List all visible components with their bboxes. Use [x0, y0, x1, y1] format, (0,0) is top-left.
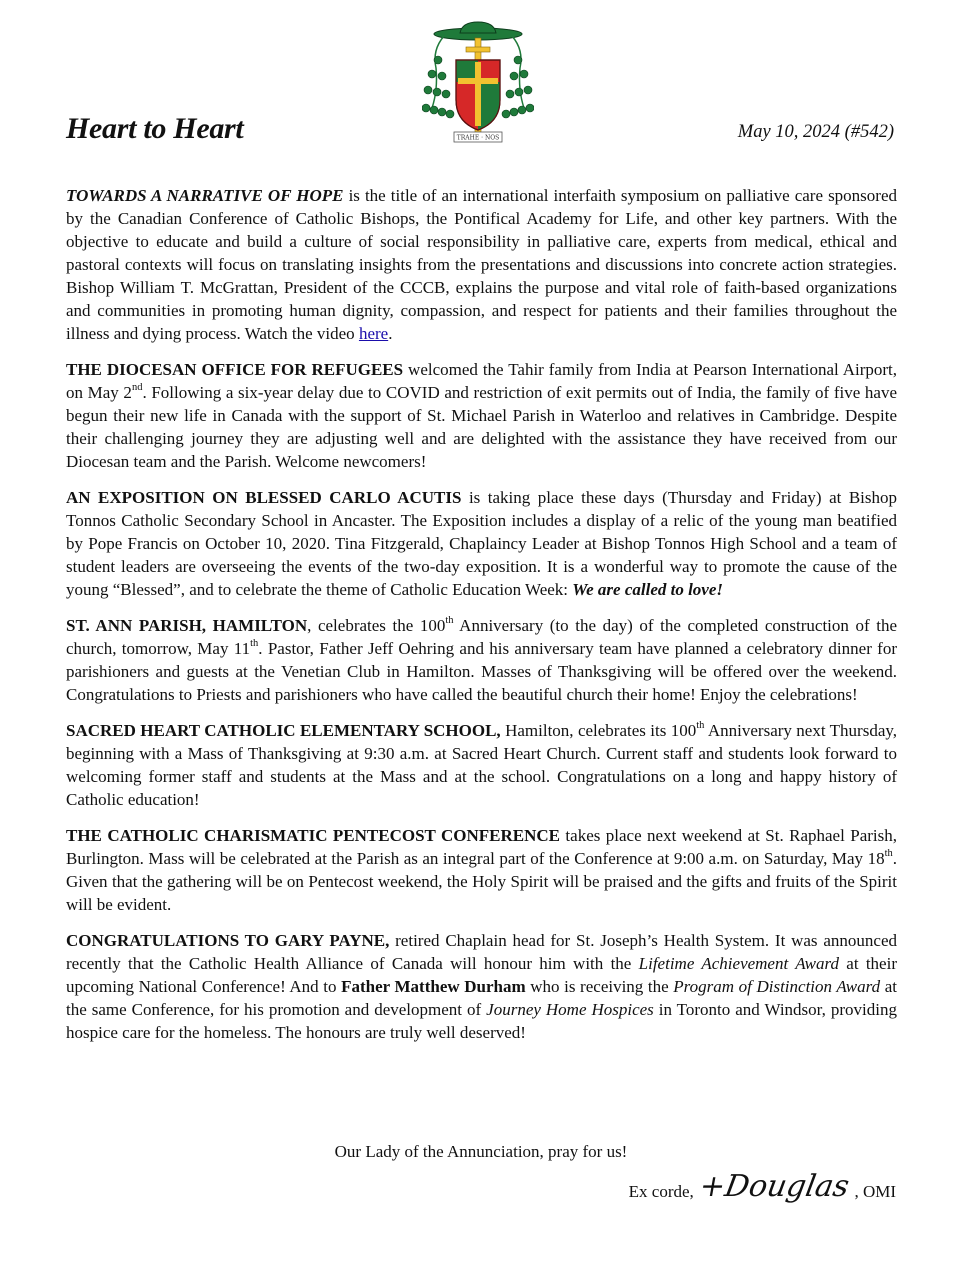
- paragraph-narrative-of-hope: TOWARDS A NARRATIVE OF HOPE is the title of an international interfaith symposium on palliative care sponsored by the Canadian Conference of Catholic Bishops, the Pontifical Academy for Life, and other key partners. With the objective to educate and build a culture of social responsibility in palliative care, experts from medical, ethical and pastoral contexts will focus on translating insights from the presentations and discussions into concrete action strategies. Bishop William T. McGrattan, President of the CCCB, explains the purpose and vital role of faith-based organizations and communities in promoting human dignity, compassion, and respect for patients and their families throughout the illness and dying process. Watch the video here.: [66, 186, 898, 343]
- paragraph-lead: AN EXPOSITION ON BLESSED CARLO ACUTIS: [66, 488, 462, 507]
- paragraph-lead: ST. ANN PARISH, HAMILTON: [66, 616, 308, 635]
- paragraph-lead: THE CATHOLIC CHARISMATIC PENTECOST CONFERENCE: [66, 826, 560, 845]
- episcopal-coat-of-arms: [422, 20, 534, 148]
- paragraph-carlo-acutis: AN EXPOSITION ON BLESSED CARLO ACUTIS is taking place these days (Thursday and Friday) at Bishop Tonnos Catholic Secondary School in Ancaster. The Exposition includes a display of a relic of the young man beatified by Pope Francis on October 10, 2020. Tina Fitzgerald, Chaplaincy Leader at Bishop Tonnos High School and a team of student leaders are overseeing the events of the two-day exposition. It is a wonderful way to promote the cause of the young “Blessed”, and to celebrate the theme of Catholic Education Week: We are called to love!: [66, 488, 897, 599]
- newsletter-title: Heart to Heart: [66, 112, 244, 145]
- paragraph-lead: THE DIOCESAN OFFICE FOR REFUGEES: [66, 360, 404, 379]
- crest-motto: TRAHE · NOS: [456, 134, 500, 142]
- closing-prayer: Our Lady of the Annunciation, pray for us!: [334, 1142, 628, 1161]
- signoff: [628, 1169, 896, 1204]
- paragraph-lead: SACRED HEART CATHOLIC ELEMENTARY SCHOOL,: [66, 721, 501, 740]
- paragraph-pentecost: THE CATHOLIC CHARISMATIC PENTECOST CONFERENCE takes place next weekend at St. Raphael Parish, Burlington. Mass will be celebrated at the Parish as an integral part of the Conference at 9:00 a.m. on Saturday, May 18th. Given that the gathering will be on Pentecost weekend, the Holy Spirit will be praised and the gifts and fruits of the Spirit will be evident.: [66, 826, 897, 914]
- video-link[interactable]: here: [358, 324, 389, 343]
- paragraph-lead: CONGRATULATIONS TO GARY PAYNE,: [66, 931, 390, 950]
- paragraph-sacred-heart: SACRED HEART CATHOLIC ELEMENTARY SCHOOL, Hamilton, celebrates its 100th Anniversary next Thursday, beginning with a Mass of Thanksgiving at 9:30 a.m. at Sacred Heart Church. Current staff and students look forward to welcoming former staff and students at the Mass and at the school. Congratulations on a long and happy history of Catholic education!: [66, 720, 898, 809]
- paragraph-gary-payne: CONGRATULATIONS TO GARY PAYNE, retired Chaplain head for St. Joseph’s Health System. It was announced recently that the Catholic Health Alliance of Canada will honour him with the Lifetime Achievement Award at their upcoming National Conference! And to Father Matthew Durham who is receiving the Program of Distinction Award at the same Conference, for his promotion and development of Journey Home Hospices in Toronto and Windsor, providing hospice care for the homeless. The honours are truly well deserved!: [66, 931, 897, 1042]
- newsletter-body: [66, 184, 897, 1057]
- ex-corde-label: Ex corde,: [628, 1182, 694, 1201]
- paragraph-st-ann: ST. ANN PARISH, HAMILTON, celebrates the 100th Anniversary (to the day) of the completed construction of the church, tomorrow, May 11th. Pastor, Father Jeff Oehring and his anniversary team have planned a celebratory dinner for parishioners and guests at the Venetian Club in Hamilton. Masses of Thanksgiving will be offered over the weekend. Congratulations to Priests and parishioners who have called the beautiful church their home! Enjoy the celebrations!: [66, 615, 897, 704]
- paragraph-refugees: THE DIOCESAN OFFICE FOR REFUGEES welcomed the Tahir family from India at Pearson International Airport, on May 2nd. Following a six-year delay due to COVID and restriction of exit permits out of India, the family of five have begun their new life in Canada with the support of St. Michael Parish in Waterloo and relatives in Cambridge. Despite their challenging journey they are adjusting well and are delighted with the assistance they have received from our Diocesan team and the Parish. Welcome newcomers!: [66, 360, 897, 471]
- signature-suffix: , OMI: [854, 1182, 896, 1201]
- bishop-signature: +Douglas: [696, 1169, 852, 1204]
- issue-date: May 10, 2024 (#542): [737, 122, 894, 142]
- letterhead: [0, 0, 980, 160]
- paragraph-lead: TOWARDS A NARRATIVE OF HOPE: [66, 186, 344, 205]
